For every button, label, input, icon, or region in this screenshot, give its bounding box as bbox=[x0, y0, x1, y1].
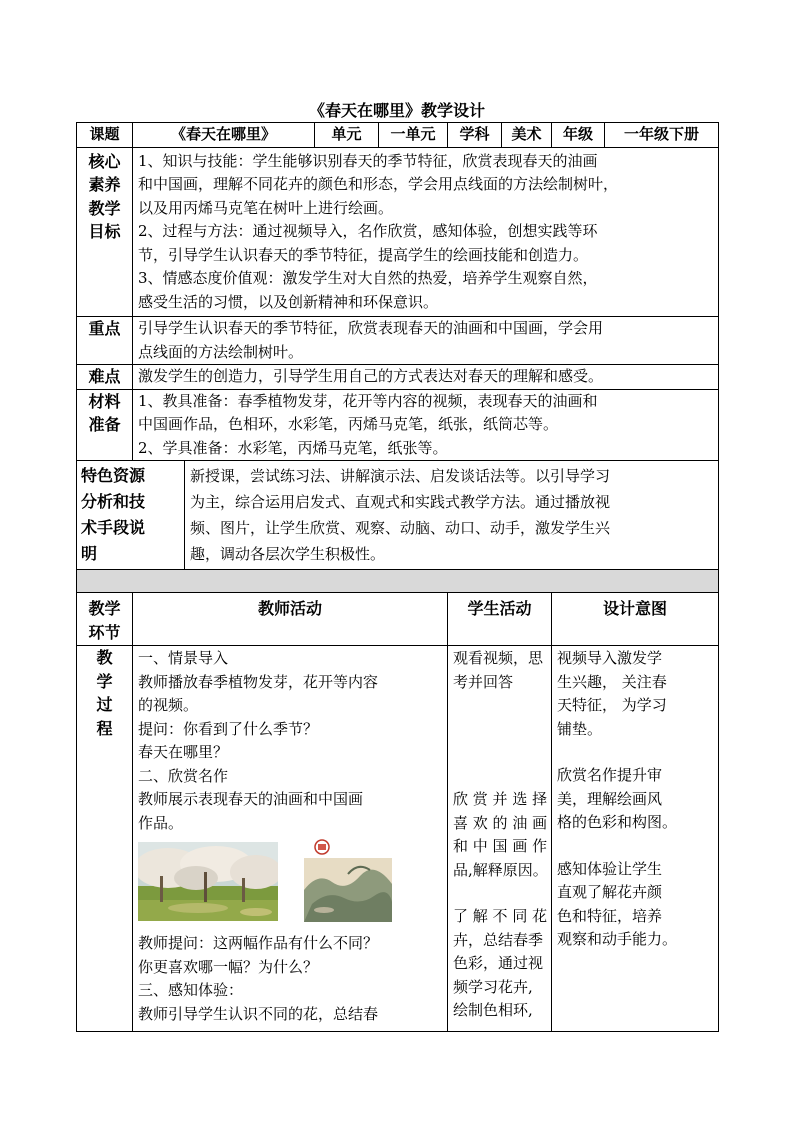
subject-value: 美术 bbox=[502, 123, 552, 148]
materials-text: 1、教具准备：春季植物发芽，花开等内容的视频，表现春天的油画和 中国画作品，色相环，水彩笔，丙烯马克笔，纸张，纸筒芯等。 2、学具准备：水彩笔，丙烯马克笔，纸张等。 bbox=[133, 389, 719, 461]
unit-value: 一单元 bbox=[379, 123, 448, 148]
key-points-label: 重点 bbox=[77, 317, 133, 365]
materials-row bbox=[77, 389, 719, 461]
subject-label: 学科 bbox=[448, 123, 502, 148]
design-intent: 视频导入激发学 生兴趣， 关注春 天特征， 为学习 铺垫。 欣赏名作提升审 美，理解绘画风 格的色彩和构图。 感知体验让学生 直观了解花卉颜 色和特征，培养 观察和动手能力。 bbox=[552, 646, 719, 1032]
artwork-images bbox=[138, 842, 442, 924]
stage-header: 教学 环节 bbox=[77, 593, 133, 646]
objectives-text: 1、知识与技能：学生能够识别春天的季节特征，欣赏表现春天的油画 和中国画，理解不同花卉的颜色和形态，学会用点线面的方法绘制树叶， 以及用丙烯马克笔在树叶上进行绘画。 2、过程与方法：通过视频导入，名作欣赏，感知体验，创想实践等环 节，引导学生认识春天的季节特征，提高学生的绘画技能和创造力。 3、情感态度价值观：激发学生对大自然的热爱，培养学生观察自然， 感受生活的习惯，以及创新精神和环保意识。 bbox=[133, 147, 719, 317]
separator-row bbox=[77, 570, 719, 593]
design-intent-header: 设计意图 bbox=[552, 593, 719, 646]
teacher-activity: 一、情景导入 教师播放春季植物发芽，花开等内容 的视频。 提问：你看到了什么季节？ 春天在哪里？ 二、欣赏名作 教师展示表现春天的油画和中国画 作品。 教师提问：这两幅作品有什么不同？ 你更喜欢哪一幅？为什么？ 三、感知体验： 教师引导学生认识不同的花，总结春 bbox=[133, 646, 448, 1032]
features-text: 新授课，尝试练习法、讲解演示法、启发谈话法等。以引导学习 为主，综合运用启发式、直观式和实践式教学方法。通过播放视 频、图片，让学生欣赏、观察、动脑、动口、动手，激发学生兴 趣，调动各层次学生积极性。 bbox=[185, 461, 719, 570]
oil-painting-image bbox=[138, 842, 278, 921]
teacher-activity-header: 教师活动 bbox=[133, 593, 448, 646]
process-header-row bbox=[77, 593, 719, 646]
key-points-text: 引导学生认识春天的季节特征，欣赏表现春天的油画和中国画，学会用 点线面的方法绘制树叶。 bbox=[133, 317, 719, 365]
chinese-painting-image bbox=[304, 838, 392, 922]
student-activity: 观看视频，思 考并回答 欣 赏 并 选 择 喜 欢 的 油 画 和 中 国 画 作 品,解释原因。 了 解 不 同 花 卉，总结春季 色彩，通过视 频学习花卉, 绘制色相环, bbox=[448, 646, 552, 1032]
grade-label: 年级 bbox=[552, 123, 605, 148]
objectives-label: 核心 素养 教学 目标 bbox=[77, 147, 133, 317]
topic-value: 《春天在哪里》 bbox=[133, 123, 315, 148]
objectives-row bbox=[77, 147, 719, 317]
difficulties-text: 激发学生的创造力，引导学生用自己的方式表达对春天的理解和感受。 bbox=[133, 365, 719, 390]
student-activity-header: 学生活动 bbox=[448, 593, 552, 646]
features-label: 特色资源 分析和技 术手段说 明 bbox=[77, 461, 185, 570]
lesson-plan-table bbox=[76, 122, 719, 1032]
header-row bbox=[77, 123, 719, 148]
features-row bbox=[77, 461, 719, 570]
materials-label: 材料 准备 bbox=[77, 389, 133, 461]
difficulties-label: 难点 bbox=[77, 365, 133, 390]
key-points-row bbox=[77, 317, 719, 365]
grade-value: 一年级下册 bbox=[605, 123, 719, 148]
difficulties-row bbox=[77, 365, 719, 390]
process-stage-label: 教 学 过 程 bbox=[77, 646, 133, 1032]
process-row bbox=[77, 646, 719, 1032]
unit-label: 单元 bbox=[315, 123, 379, 148]
document-title: 《春天在哪里》教学设计 bbox=[308, 101, 485, 120]
topic-label: 课题 bbox=[77, 123, 133, 148]
